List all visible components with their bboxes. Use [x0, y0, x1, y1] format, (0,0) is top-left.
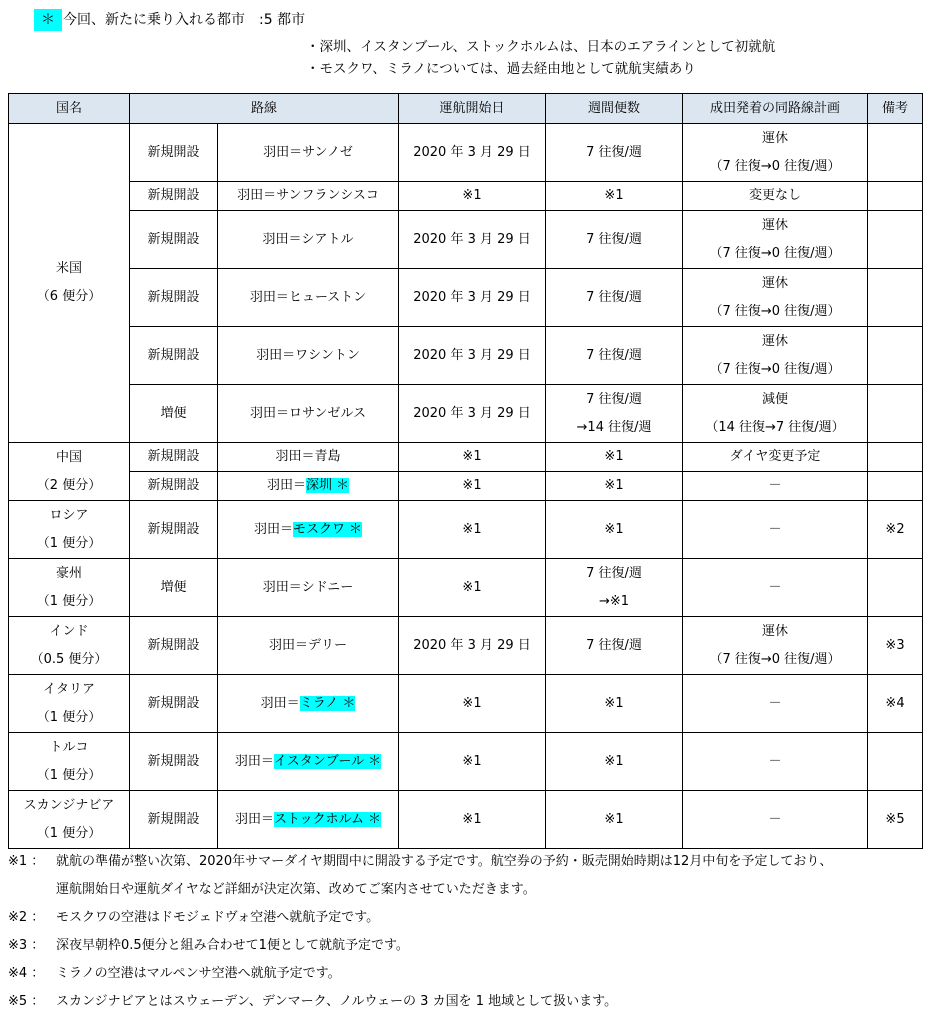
start-date: ※1: [399, 675, 546, 733]
footnote-id: ※1 ：: [8, 854, 45, 869]
remarks: ※2: [868, 501, 923, 559]
route-cell: [218, 617, 399, 675]
country-name: ロシア: [49, 507, 89, 523]
weekly-line: ※1: [604, 188, 624, 203]
country-cell: [9, 617, 130, 675]
weekly-line: ※1: [604, 753, 624, 769]
table-row: [9, 385, 923, 443]
weekly-flights: [546, 559, 683, 617]
legend-text: 今回、新たに乗り入れる都市 :5 都市: [63, 12, 306, 28]
country-share: （0.5 便分）: [30, 651, 108, 667]
narita-plan: [683, 791, 868, 849]
footnote-continuation: 運航開始日や運航ダイヤなど詳細が決定次第、改めてご案内させていただきます。: [56, 882, 536, 897]
route-cell: [218, 733, 399, 791]
route-destination: ミラノ: [299, 695, 339, 711]
country-name: インド: [49, 623, 89, 639]
narita-line: 変更なし: [749, 188, 802, 203]
narita-line: （7 往復→0 往復/週）: [709, 651, 841, 667]
route-origin: 羽田＝: [249, 289, 289, 305]
narita-line: 運休: [762, 217, 789, 233]
footnote: [8, 988, 928, 1016]
table-row: [9, 501, 923, 559]
route-cell: [218, 327, 399, 385]
legend: [34, 9, 305, 31]
footnote: [8, 932, 928, 960]
footnote-id: ※2 ：: [8, 910, 45, 925]
country-cell: [9, 675, 130, 733]
table-body: [9, 124, 923, 849]
country-share: （1 便分）: [36, 825, 102, 841]
route-cell: [218, 443, 399, 472]
country-name: スカンジナビア: [23, 797, 115, 813]
route-type: 新規開設: [130, 617, 218, 675]
narita-plan: [683, 385, 868, 443]
weekly-flights: [546, 182, 683, 211]
narita-plan: [683, 675, 868, 733]
narita-plan: [683, 269, 868, 327]
country-cell: [9, 791, 130, 849]
footnote-text: 就航の準備が整い次第、2020年サマーダイヤ期間中に開設する予定です。航空券の予約・販売開始時期は12月中旬を予定しており、: [56, 854, 833, 869]
country-name: 中国: [55, 449, 82, 465]
route-destination: シドニー: [301, 579, 354, 595]
weekly-flights: [546, 124, 683, 182]
weekly-line: ※1: [604, 695, 624, 711]
weekly-line: 7 往復/週: [586, 391, 642, 407]
weekly-line: 7 往復/週: [586, 289, 642, 305]
footnote-id: ※5 ：: [8, 994, 45, 1009]
route-type: 新規開設: [130, 443, 218, 472]
footnote: [8, 904, 928, 932]
start-date: 2020 年 3 月 29 日: [399, 211, 546, 269]
remarks: [868, 124, 923, 182]
header-remarks: 備考: [868, 94, 923, 124]
weekly-line: 7 往復/週: [586, 565, 642, 581]
route-cell: [218, 675, 399, 733]
route-origin: 羽田＝: [237, 188, 277, 203]
weekly-flights: [546, 211, 683, 269]
weekly-flights: [546, 501, 683, 559]
weekly-flights: [546, 675, 683, 733]
start-date: 2020 年 3 月 29 日: [399, 327, 546, 385]
weekly-flights: [546, 269, 683, 327]
narita-line: （7 往復→0 往復/週）: [709, 245, 841, 261]
weekly-flights: [546, 472, 683, 501]
route-destination: ロサンゼルス: [289, 405, 366, 421]
weekly-line: ※1: [604, 811, 624, 827]
route-type: 新規開設: [130, 124, 218, 182]
weekly-line: ※1: [604, 478, 624, 493]
new-city-marker: ＊: [368, 753, 382, 769]
narita-line: －: [768, 695, 782, 711]
narita-line: 運休: [762, 333, 789, 349]
route-cell: [218, 385, 399, 443]
country-share: （1 便分）: [36, 709, 102, 725]
narita-line: （7 往復→0 往復/週）: [709, 303, 841, 319]
table-row: [9, 269, 923, 327]
header-weekly-flights: 週間便数: [546, 94, 683, 124]
route-type: 新規開設: [130, 182, 218, 211]
route-type: 新規開設: [130, 501, 218, 559]
footnote-text: スカンジナビアとはスウェーデン、デンマーク、ノルウェーの 3 カ国を 1 地域として扱います。: [56, 994, 618, 1009]
country-cell: [9, 501, 130, 559]
start-date: 2020 年 3 月 29 日: [399, 124, 546, 182]
footnote-id: ※3 ：: [8, 938, 45, 953]
route-origin: 羽田＝: [256, 347, 296, 363]
route-type: 新規開設: [130, 791, 218, 849]
table-row: [9, 124, 923, 182]
narita-plan: [683, 733, 868, 791]
country-share: （2 便分）: [36, 477, 102, 493]
route-origin: 羽田＝: [234, 753, 274, 769]
header-route: 路線: [130, 94, 399, 124]
table-row: [9, 617, 923, 675]
remarks: [868, 182, 923, 211]
weekly-line: ※1: [604, 449, 624, 464]
new-city-highlight: [300, 696, 356, 711]
country-share: （6 便分）: [36, 289, 102, 304]
weekly-flights: [546, 733, 683, 791]
narita-plan: [683, 617, 868, 675]
route-type: 増便: [130, 559, 218, 617]
footnote-text: モスクワの空港はドモジェドヴォ空港へ就航予定です。: [56, 910, 380, 925]
route-type: 新規開設: [130, 675, 218, 733]
narita-line: －: [768, 579, 782, 595]
new-city-marker: ＊: [368, 811, 382, 827]
narita-plan: [683, 211, 868, 269]
remarks: [868, 269, 923, 327]
route-destination: サンノゼ: [302, 144, 353, 160]
narita-line: （7 往復→0 往復/週）: [709, 361, 841, 377]
legend-note-first-flights: ・深圳、イスタンブール、ストックホルムは、日本のエアラインとして初就航: [306, 39, 776, 55]
table-header-row: [9, 94, 923, 124]
narita-line: 運休: [762, 623, 789, 639]
route-destination: モスクワ: [293, 521, 346, 537]
route-cell: [218, 269, 399, 327]
country-share: （1 便分）: [36, 593, 102, 609]
narita-plan: [683, 124, 868, 182]
table-row: [9, 791, 923, 849]
country-name: トルコ: [49, 739, 89, 755]
route-origin: 羽田＝: [260, 695, 300, 711]
remarks: [868, 559, 923, 617]
header-narita-plan: 成田発着の同路線計画: [683, 94, 868, 124]
remarks: ※3: [868, 617, 923, 675]
narita-line: （14 往復→7 往復/週）: [705, 419, 845, 435]
start-date: ※1: [399, 501, 546, 559]
footnote-text: ミラノの空港はマルペンサ空港へ就航予定です。: [56, 966, 341, 981]
country-share: （1 便分）: [36, 767, 102, 783]
narita-plan: [683, 472, 868, 501]
weekly-flights: [546, 443, 683, 472]
route-table: [8, 93, 923, 849]
remarks: [868, 472, 923, 501]
route-cell: [218, 182, 399, 211]
new-city-marker: ＊: [349, 521, 363, 537]
table-row: [9, 675, 923, 733]
route-destination: 青島: [314, 449, 341, 464]
weekly-line: 7 往復/週: [586, 637, 642, 653]
route-cell: [218, 501, 399, 559]
table-row: [9, 182, 923, 211]
route-type: 新規開設: [130, 327, 218, 385]
route-type: 増便: [130, 385, 218, 443]
remarks: [868, 211, 923, 269]
narita-line: －: [768, 521, 782, 537]
route-destination: シアトル: [301, 231, 354, 247]
route-origin: 羽田＝: [262, 231, 302, 247]
header-start-date: 運航開始日: [399, 94, 546, 124]
narita-plan: [683, 182, 868, 211]
new-city-marker: ＊: [34, 9, 62, 31]
start-date: ※1: [399, 733, 546, 791]
table-row: [9, 472, 923, 501]
footnote-text: 深夜早朝枠0.5便分と組み合わせて1便として就航予定です。: [56, 938, 409, 953]
country-share: （1 便分）: [36, 535, 102, 551]
weekly-line: ※1: [604, 521, 624, 537]
country-cell: [9, 559, 130, 617]
country-cell: [9, 443, 130, 501]
footnotes: [8, 848, 928, 1016]
legend-note-past-stopover: ・モスクワ、ミラノについては、過去経由地として就航実績あり: [306, 61, 696, 77]
new-city-highlight: [306, 478, 349, 493]
route-destination: デリー: [308, 637, 348, 653]
route-origin: 羽田＝: [250, 405, 290, 421]
route-destination: ヒューストン: [288, 289, 367, 305]
narita-plan: [683, 501, 868, 559]
table-row: [9, 211, 923, 269]
route-destination: イスタンブール: [273, 753, 365, 769]
remarks: ※5: [868, 791, 923, 849]
route-cell: [218, 791, 399, 849]
footnote: [8, 960, 928, 988]
route-type: 新規開設: [130, 733, 218, 791]
narita-plan: [683, 559, 868, 617]
route-destination: ワシントン: [295, 347, 360, 363]
narita-plan: [683, 443, 868, 472]
route-destination: ストックホルム: [273, 811, 365, 827]
country-cell: [9, 733, 130, 791]
remarks: ※4: [868, 675, 923, 733]
new-city-marker: ＊: [336, 478, 350, 493]
narita-line: －: [768, 811, 782, 827]
start-date: ※1: [399, 472, 546, 501]
start-date: 2020 年 3 月 29 日: [399, 617, 546, 675]
narita-line: ダイヤ変更予定: [729, 449, 821, 464]
route-cell: [218, 472, 399, 501]
new-city-highlight: [293, 522, 362, 537]
new-city-highlight: [274, 812, 381, 827]
route-origin: 羽田＝: [275, 449, 315, 464]
new-city-marker: ＊: [342, 695, 356, 711]
start-date: ※1: [399, 791, 546, 849]
start-date: ※1: [399, 182, 546, 211]
footnote: [8, 848, 928, 876]
weekly-line: →※1: [598, 593, 630, 609]
weekly-flights: [546, 327, 683, 385]
country-name: 豪州: [55, 565, 82, 581]
weekly-flights: [546, 791, 683, 849]
country-name: イタリア: [42, 681, 95, 697]
weekly-flights: [546, 617, 683, 675]
weekly-line: 7 往復/週: [586, 347, 642, 363]
narita-line: （7 往復→0 往復/週）: [709, 158, 841, 174]
route-destination: サンフランシスコ: [276, 188, 379, 203]
route-cell: [218, 211, 399, 269]
remarks: [868, 385, 923, 443]
route-type: 新規開設: [130, 472, 218, 501]
route-type: 新規開設: [130, 269, 218, 327]
start-date: 2020 年 3 月 29 日: [399, 385, 546, 443]
header-country: 国名: [9, 94, 130, 124]
narita-line: 減便: [762, 391, 789, 407]
narita-line: 運休: [762, 130, 789, 146]
narita-line: 運休: [762, 275, 789, 291]
narita-plan: [683, 327, 868, 385]
remarks: [868, 327, 923, 385]
start-date: ※1: [399, 559, 546, 617]
remarks: [868, 443, 923, 472]
route-cell: [218, 124, 399, 182]
route-destination: 深圳: [306, 478, 333, 493]
start-date: ※1: [399, 443, 546, 472]
new-city-highlight: [274, 754, 381, 769]
route-origin: 羽田＝: [253, 521, 293, 537]
narita-line: －: [768, 478, 782, 493]
footnote-id: ※4 ：: [8, 966, 45, 981]
table-row: [9, 559, 923, 617]
route-origin: 羽田＝: [263, 144, 303, 160]
route-origin: 羽田＝: [266, 478, 306, 493]
route-origin: 羽田＝: [268, 637, 308, 653]
weekly-line: 7 往復/週: [586, 231, 642, 247]
country-name: 米国: [55, 261, 82, 276]
table-row: [9, 443, 923, 472]
route-type: 新規開設: [130, 211, 218, 269]
narita-line: －: [768, 753, 782, 769]
remarks: [868, 733, 923, 791]
weekly-line: →14 往復/週: [576, 419, 652, 435]
weekly-flights: [546, 385, 683, 443]
start-date: 2020 年 3 月 29 日: [399, 269, 546, 327]
route-origin: 羽田＝: [234, 811, 274, 827]
table-row: [9, 327, 923, 385]
route-cell: [218, 559, 399, 617]
route-origin: 羽田＝: [262, 579, 302, 595]
weekly-line: 7 往復/週: [586, 144, 642, 160]
country-cell: [9, 124, 130, 443]
table-row: [9, 733, 923, 791]
